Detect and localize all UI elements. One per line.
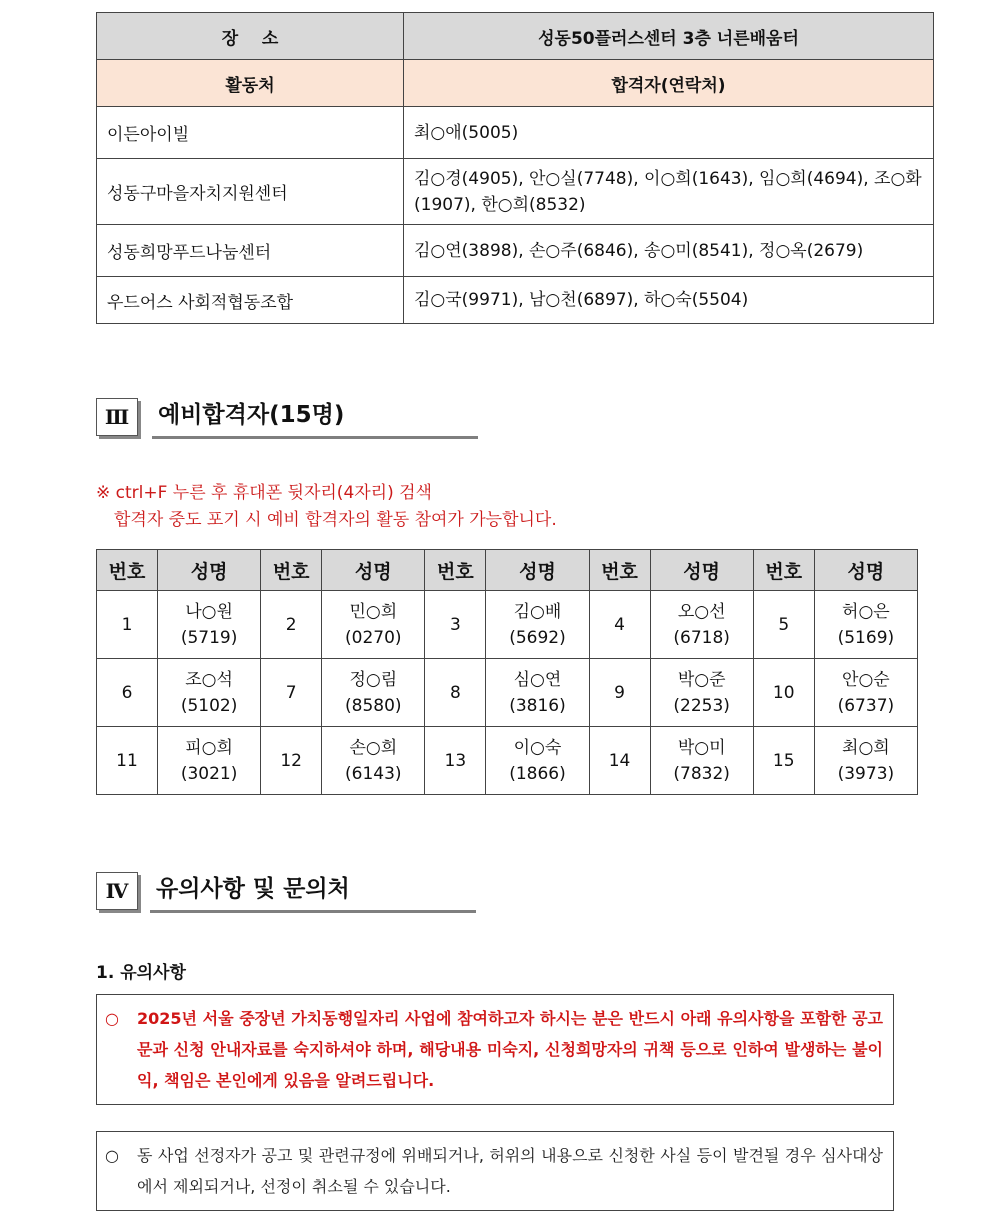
- section-number: Ⅲ: [96, 398, 138, 436]
- section-number: Ⅳ: [96, 872, 138, 910]
- reserve-name: 나○원: [185, 601, 233, 622]
- reserve-number: 6: [97, 659, 158, 727]
- reserve-phone: (2253): [673, 695, 730, 716]
- reserve-name: 이○숙: [513, 737, 562, 758]
- passed-people: 김○연(3898), 손○주(6846), 송○미(8541), 정○옥(2679): [404, 225, 934, 277]
- table-row: [97, 659, 918, 727]
- table-row: [97, 727, 918, 795]
- reserve-name: 박○준: [677, 669, 726, 690]
- reserve-phone: (6143): [345, 763, 402, 784]
- notice-text: 2025년 서울 중장년 가치동행일자리 사업에 참여하고자 하시는 분은 반드시 아래 유의사항을 포함한 공고문과 신청 안내자료를 숙지하셔야 하며, 해당내용 미숙지, 신청희망자의 귀책 등으로 인하여 발생하는 불이익, 책임은 본인에게 있음을 알려드립니다.: [137, 1009, 883, 1090]
- reserve-phone: (0270): [345, 627, 402, 648]
- section-title: 예비합격자(15명): [152, 398, 478, 439]
- reserve-person: [650, 591, 753, 659]
- notice-box-2: [96, 1131, 894, 1211]
- col-name: 성명: [814, 550, 917, 591]
- notice-box-1: [96, 994, 894, 1105]
- circle-bullet-icon: ○: [105, 1009, 119, 1028]
- col-number: 번호: [753, 550, 814, 591]
- col-number: 번호: [589, 550, 650, 591]
- reserve-table: [96, 549, 918, 795]
- notice-text: 동 사업 선정자가 공고 및 관련규정에 위배되거나, 허위의 내용으로 신청한 사실 등이 발견될 경우 심사대상에서 제외되거나, 선정이 취소될 수 있습니다.: [137, 1146, 883, 1196]
- reserve-number: 4: [589, 591, 650, 659]
- activity-place: 성동희망푸드나눔센터: [97, 225, 404, 277]
- reserve-name: 정○림: [349, 669, 398, 690]
- col-name: 성명: [486, 550, 589, 591]
- reserve-person: [814, 659, 917, 727]
- placement-table: [96, 12, 934, 324]
- place-value: 성동50플러스센터 3층 너른배움터: [404, 13, 934, 60]
- section-title: 유의사항 및 문의처: [150, 872, 476, 913]
- reserve-phone: (3021): [180, 763, 238, 784]
- table-row: [97, 107, 934, 159]
- reserve-table-body: [97, 591, 918, 795]
- reserve-name: 김○배: [513, 601, 562, 622]
- reserve-header-row: [97, 550, 918, 591]
- reserve-number: 8: [425, 659, 486, 727]
- reserve-number: 14: [589, 727, 650, 795]
- placement-header-row: [97, 13, 934, 60]
- col-name: 성명: [158, 550, 261, 591]
- reserve-number: 1: [97, 591, 158, 659]
- col-name: 성명: [650, 550, 753, 591]
- reserve-number: 3: [425, 591, 486, 659]
- reserve-person: [814, 727, 917, 795]
- reserve-number: 2: [261, 591, 322, 659]
- place-label: 장 소: [97, 13, 404, 60]
- reserve-number: 9: [589, 659, 650, 727]
- col-number: 번호: [97, 550, 158, 591]
- table-row: [97, 225, 934, 277]
- reserve-number: 10: [753, 659, 814, 727]
- reserve-name: 박○미: [677, 737, 726, 758]
- passed-people-header: 합격자(연락처): [404, 60, 934, 107]
- passed-people: 김○경(4905), 안○실(7748), 이○희(1643), 임○희(4694), 조○화(1907), 한○희(8532): [404, 159, 934, 225]
- reserve-name: 심○연: [513, 669, 562, 690]
- section-heading-4: [96, 872, 476, 913]
- activity-place: 우드어스 사회적협동조합: [97, 277, 404, 324]
- reserve-person: [650, 727, 753, 795]
- reserve-phone: (3973): [837, 763, 895, 784]
- reserve-phone: (5169): [837, 627, 895, 648]
- reserve-person: [322, 659, 425, 727]
- reserve-name: 오○선: [677, 601, 726, 622]
- activity-place-header: 활동처: [97, 60, 404, 107]
- reserve-person: [486, 591, 589, 659]
- reserve-phone: (1866): [509, 763, 566, 784]
- reserve-number: 5: [753, 591, 814, 659]
- reserve-number: 13: [425, 727, 486, 795]
- subsection-title: 1. 유의사항: [96, 963, 186, 983]
- reserve-number: 15: [753, 727, 814, 795]
- reserve-person: [486, 659, 589, 727]
- table-row: [97, 591, 918, 659]
- reserve-phone: (3816): [509, 695, 566, 716]
- reserve-person: [650, 659, 753, 727]
- reserve-number: 11: [97, 727, 158, 795]
- activity-place: 성동구마을자치지원센터: [97, 159, 404, 225]
- table-row: [97, 277, 934, 324]
- reserve-name: 허○은: [842, 601, 890, 622]
- note-line-1: ※ ctrl+F 누른 후 휴대폰 뒷자리(4자리) 검색: [96, 483, 432, 503]
- note-line-2: 합격자 중도 포기 시 예비 합격자의 활동 참여가 가능합니다.: [114, 510, 557, 530]
- reserve-phone: (8580): [345, 695, 402, 716]
- reserve-person: [158, 727, 261, 795]
- reserve-name: 조○석: [185, 669, 233, 690]
- reserve-name: 손○희: [349, 737, 398, 758]
- col-number: 번호: [261, 550, 322, 591]
- reserve-name: 피○희: [185, 737, 233, 758]
- activity-place: 이든아이빌: [97, 107, 404, 159]
- table-row: [97, 159, 934, 225]
- search-note: [96, 480, 557, 534]
- reserve-phone: (5719): [180, 627, 238, 648]
- reserve-name: 민○희: [349, 601, 398, 622]
- passed-people: 최○애(5005): [404, 107, 934, 159]
- placement-subheader-row: [97, 60, 934, 107]
- reserve-phone: (7832): [673, 763, 730, 784]
- reserve-phone: (5692): [509, 627, 566, 648]
- reserve-person: [158, 659, 261, 727]
- col-number: 번호: [425, 550, 486, 591]
- reserve-phone: (6737): [837, 695, 895, 716]
- circle-bullet-icon: ○: [105, 1146, 119, 1165]
- reserve-name: 안○순: [842, 669, 890, 690]
- reserve-person: [322, 591, 425, 659]
- reserve-number: 12: [261, 727, 322, 795]
- reserve-person: [322, 727, 425, 795]
- section-heading-3: [96, 398, 478, 439]
- col-name: 성명: [322, 550, 425, 591]
- reserve-person: [486, 727, 589, 795]
- reserve-number: 7: [261, 659, 322, 727]
- reserve-phone: (5102): [180, 695, 238, 716]
- reserve-person: [814, 591, 917, 659]
- reserve-person: [158, 591, 261, 659]
- passed-people: 김○국(9971), 남○천(6897), 하○숙(5504): [404, 277, 934, 324]
- reserve-name: 최○희: [842, 737, 890, 758]
- reserve-phone: (6718): [673, 627, 730, 648]
